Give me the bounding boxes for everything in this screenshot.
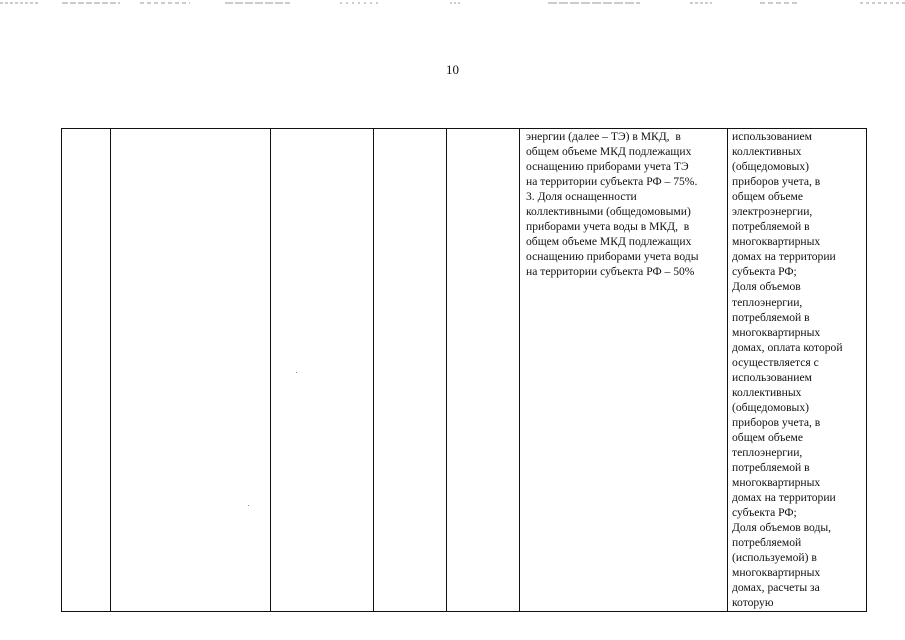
table-cell-indicators [520, 129, 728, 612]
table-cell-measures [728, 129, 867, 612]
measures-text: использованием коллективных (общедомовых) приборов учета, в общем объеме электроэнергии, потребляемой в многоквартирных домах на территории субъекта РФ; Доля объемов теплоэнергии, потребляемой в многоквартирных домах, оплата которой осуществляется с использованием коллективных (общедомовых) приборов учета, в общем объеме теплоэнергии, потребляемой в многоквартирных домах на территории субъекта РФ; Доля объемов воды, потребляемой (используемой) в многоквартирных домах, расчеты за которую [732, 130, 843, 610]
table-cell-col5 [447, 129, 520, 612]
table-cell-col1 [62, 129, 111, 612]
scan-header-dashes [0, 0, 905, 6]
table-row [62, 129, 867, 612]
indicators-text: энергии (далее – ТЭ) в МКД, в общем объеме МКД подлежащих оснащению приборами учета ТЭ на территории субъекта РФ – 75%. 3. Доля оснащенности коллективными (общедомовыми) приборами учета воды в МКД, в общем объеме МКД подлежащих оснащению приборами учета воды на территории субъекта РФ – 50% [526, 130, 699, 279]
page-number: 10 [446, 62, 459, 77]
scan-speck [296, 372, 297, 373]
table-cell-col4 [374, 129, 447, 612]
table-cell-col2 [111, 129, 271, 612]
scan-speck [248, 505, 249, 506]
table-cell-col3 [271, 129, 374, 612]
document-table [61, 128, 867, 612]
